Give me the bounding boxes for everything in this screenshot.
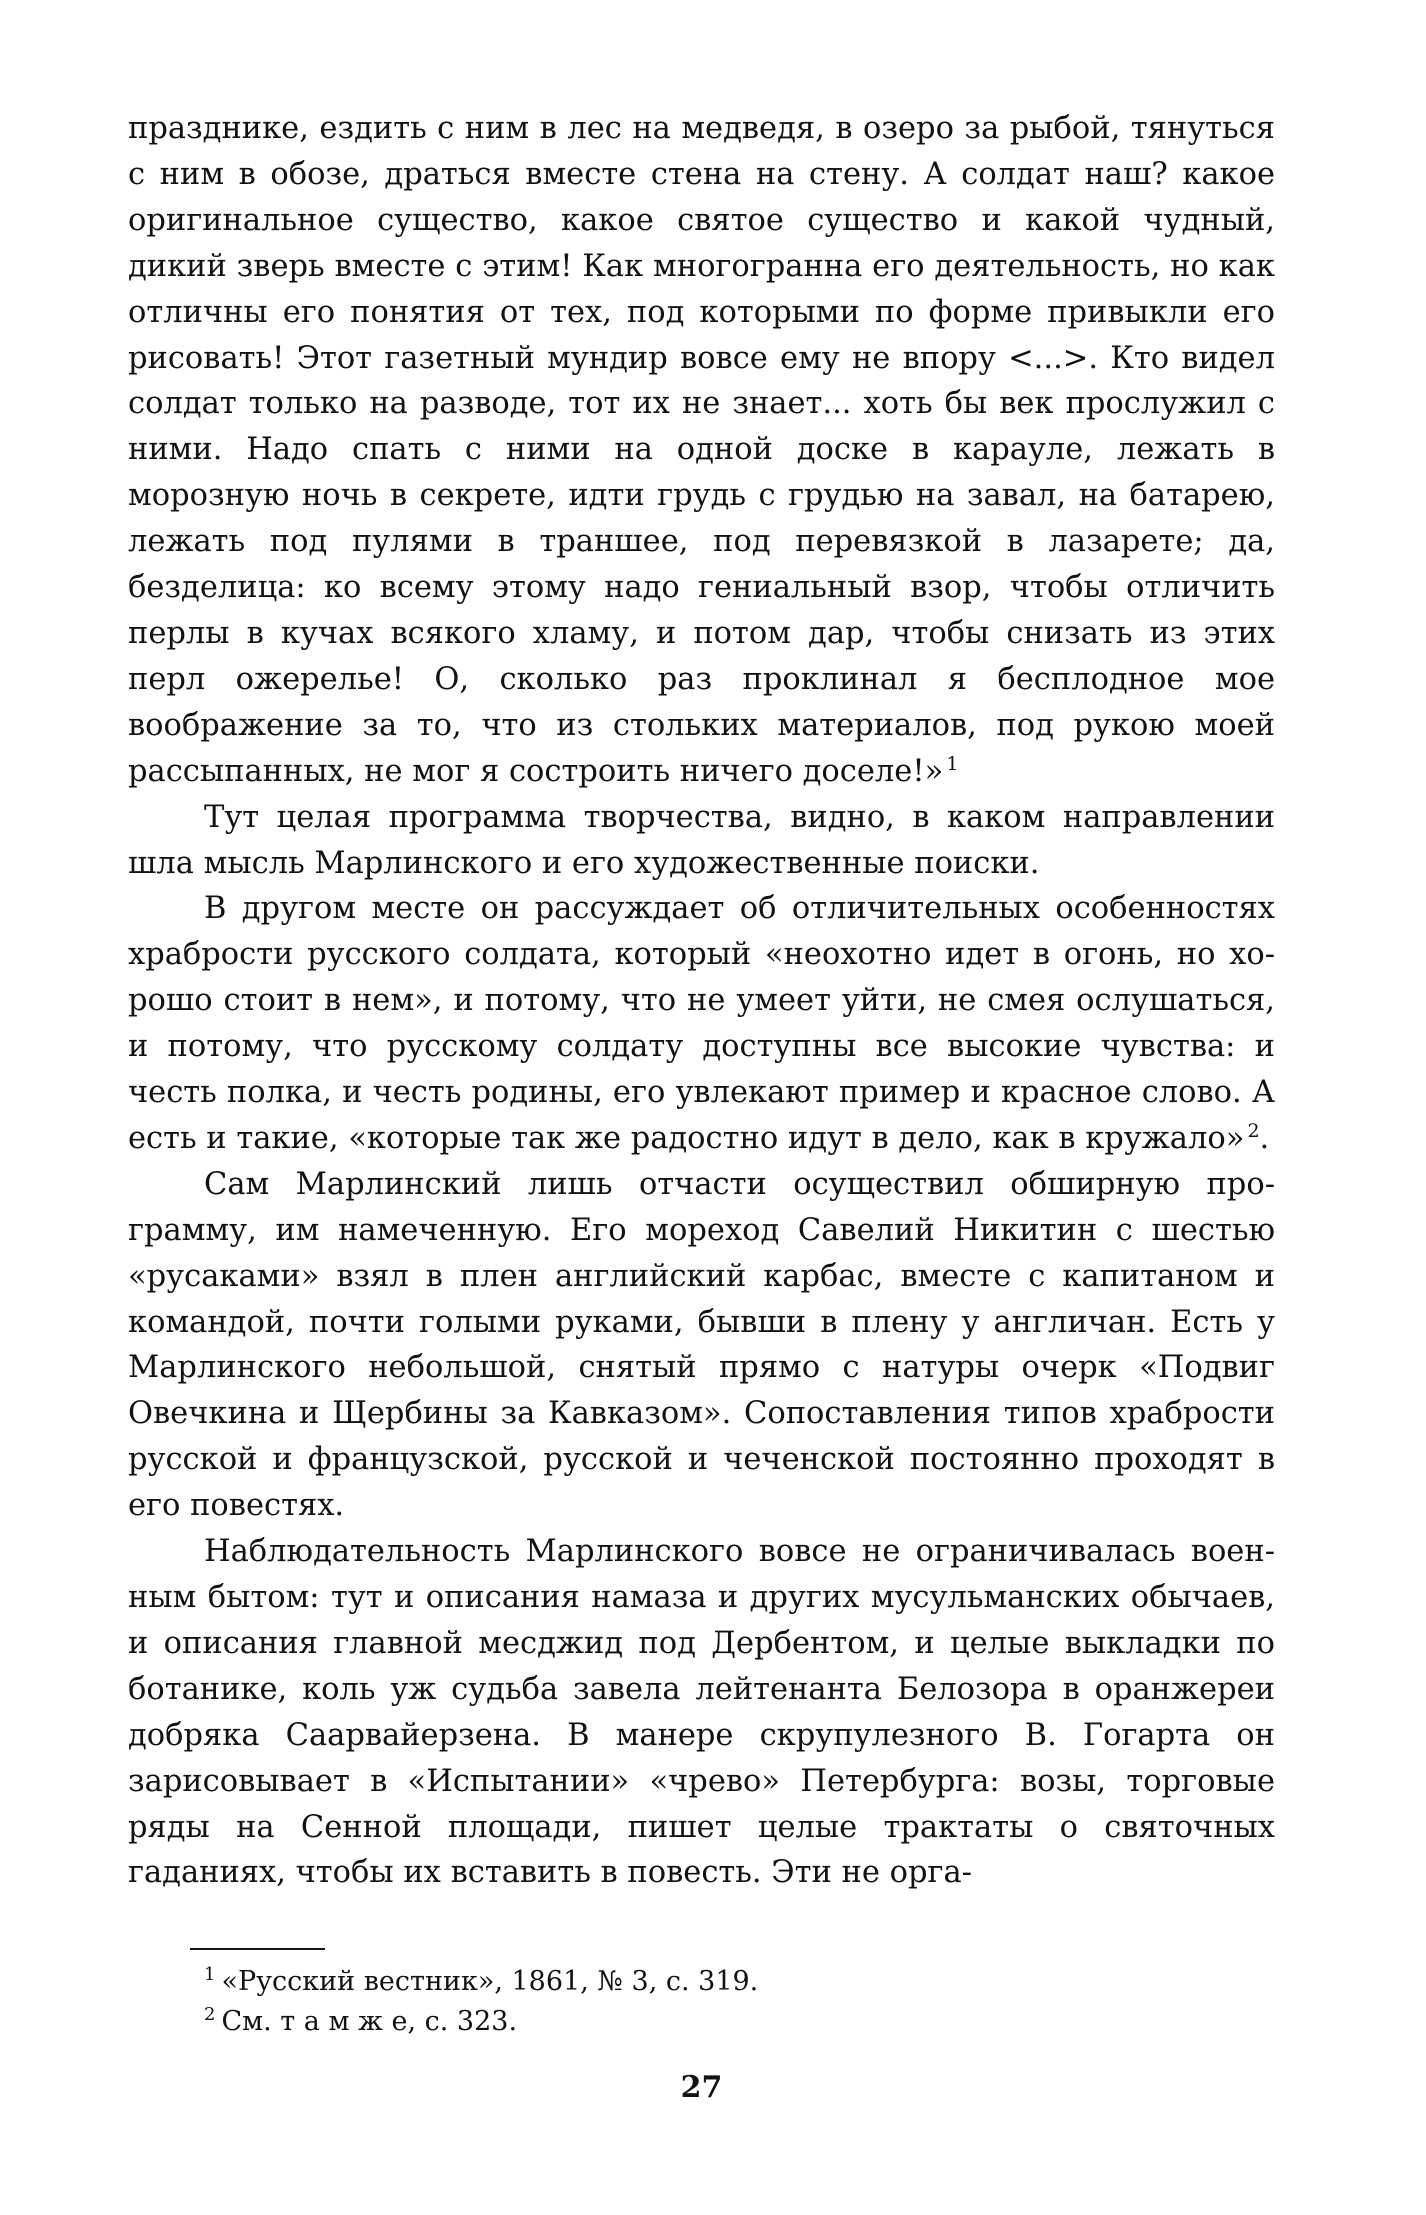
page-number: 27 (680, 2070, 723, 2106)
footnote-reference[interactable]: 2 (1247, 1119, 1260, 1142)
footnote-reference[interactable]: 1 (946, 752, 959, 775)
paragraph-text: В другом месте он рассуждает об отличительных особенностях храбрости русского солдата, который «неохотно идет в огонь, но хорошо стоит в нем», и потому, что не умеет уйти, не смея ослушаться, и потому, что русскому солдату доступны все высокие чувства: и честь полка, и честь родины, его увлекают пример и красное слово. А есть и такие, «которые так же радостно идут в дело, как в кружало» (128, 891, 1275, 1156)
paragraph-continuation (128, 106, 1275, 795)
footnotes (128, 1962, 1275, 2042)
main-text (128, 106, 1275, 1896)
paragraph-text: празднике, ездить с ним в лес на медведя, в озеро за рыбой, тянуться с ним в обозе, драться вместе стена на стену. А солдат наш? какое оригинальное существо, какое святое существо и какой чудный, дикий зверь вместе с этим! Как многогранна его деятельность, но как отличны его понятия от тех, под которыми по форме привыкли его рисовать! Этот газетный мундир вовсе ему не впору <...>. Кто видел солдат только на разводе, тот их не знает... хоть бы век прослужил с ними. Надо спать с ними на одной доске в карауле, лежать в морозную ночь в секрете, идти грудь с грудью на завал, на батарею, лежать под пулями в траншее, под перевязкой в лазарете; да, безделица: ко всему этому надо гениальный взор, чтобы отличить перлы в кучах всякого хламу, и потом дар, чтобы снизать из этих перл ожерелье! О, сколько раз проклинал я бесплодное мое воображение за то, что из стольких материалов, под рукою моей рассыпанных, не мог я состроить ничего доселе!» (128, 111, 1275, 789)
footnote-mark: 2 (204, 2004, 216, 2026)
footnote (128, 1962, 1275, 2002)
paragraph (128, 886, 1275, 1161)
footnote-text: «Русский вестник», 1861, № 3, с. 319. (221, 1966, 759, 1998)
paragraph: Наблюдательность Марлинского вовсе не ограничивалась военным бытом: тут и описания намаза и других мусульманских обычаев, и описания главной месджид под Дербентом, и целые выкладки по ботанике, коль уж судьба завела лейтенанта Белозора в оранжереи добряка Саарвайерзена. В манере скрупулезного В. Гогарта он зарисовывает в «Испытании» «чрево» Петербурга: возы, торговые ряды на Сенной площади, пишет целые трактаты о святочных гаданиях, чтобы их вставить в повесть. Эти не орга- (128, 1534, 1275, 1891)
book-page (128, 106, 1275, 2105)
footnote (128, 2002, 1275, 2042)
footnote-divider (190, 1948, 325, 1950)
footnote-mark: 1 (204, 1964, 216, 1986)
paragraph: Сам Марлинский лишь отчасти осуществил обширную программу, им намеченную. Его мореход Савелий Никитин с шестью «русаками» взял в плен английский карбас, вместе с капитаном и командой, почти голыми руками, бывши в плену у англичан. Есть у Марлинского небольшой, снятый прямо с натуры очерк «Подвиг Овечкина и Щербины за Кавказом». Сопоставления типов храбрости русской и французской, русской и чеченской постоянно проходят в его повестях. (128, 1166, 1275, 1524)
footnote-text: См. т а м ж е, с. 323. (221, 2006, 518, 2038)
paragraph: Тут целая программа творчества, видно, в каком направлении шла мысль Марлинского и его художественные поиски. (128, 799, 1275, 881)
paragraph-end: . (1259, 1120, 1270, 1156)
